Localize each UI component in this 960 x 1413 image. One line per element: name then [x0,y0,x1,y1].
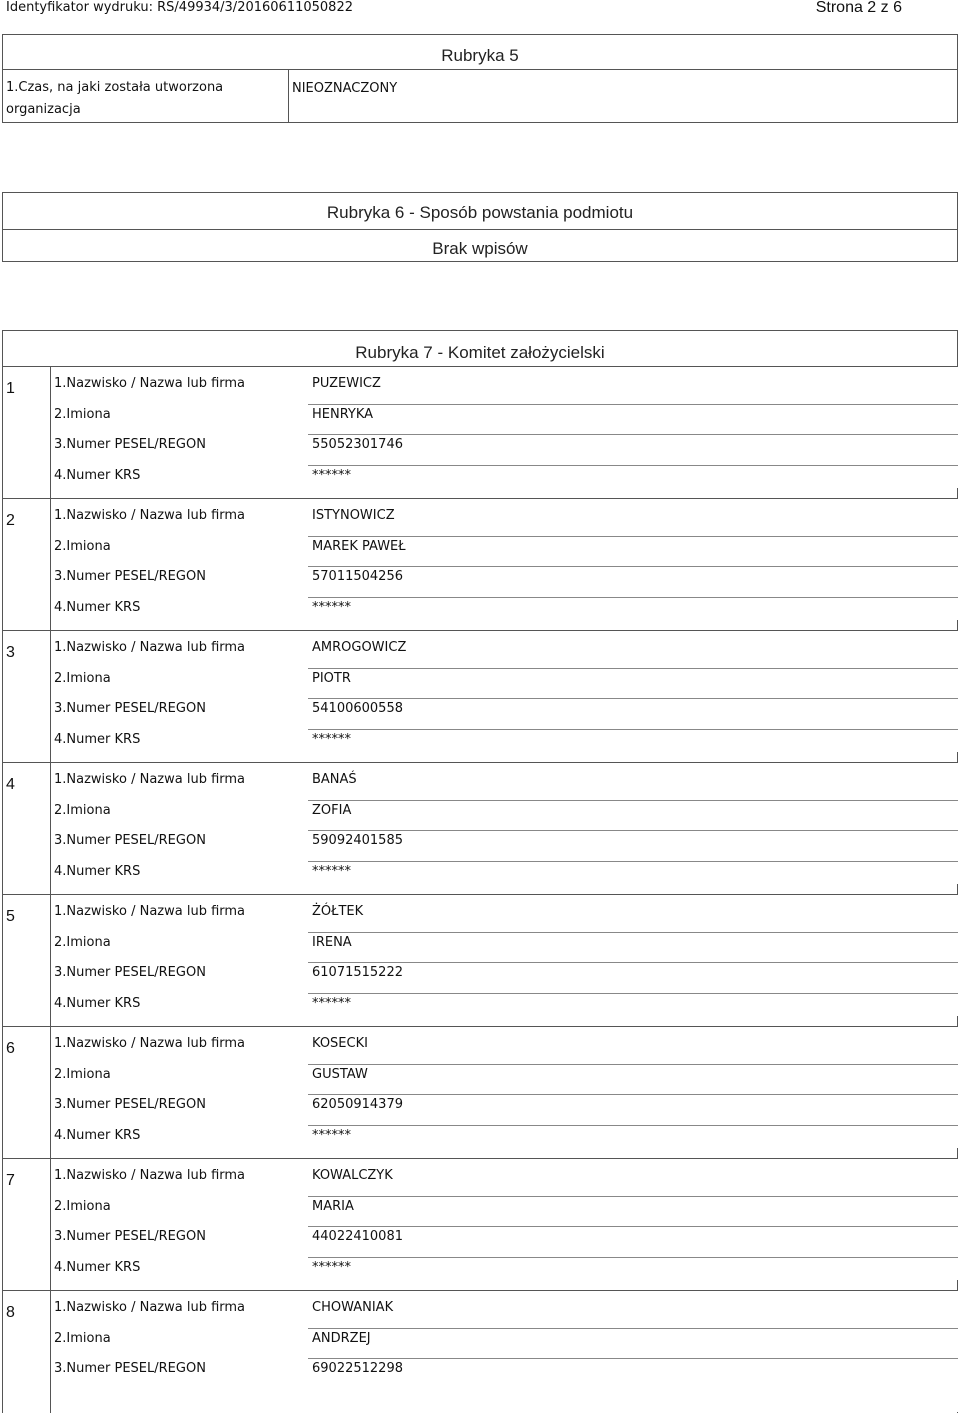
member-number: 1 [6,380,15,397]
field-row-divider [308,932,958,933]
member-pesel-label: 3.Numer PESEL/REGON [54,965,206,980]
member-field-border [957,752,958,762]
member-pesel-label: 3.Numer PESEL/REGON [54,569,206,584]
print-identifier: Identyfikator wydruku: RS/49934/3/20160611050822 [6,0,353,15]
member-inner-border [50,1026,51,1158]
member-pesel-label: 3.Numer PESEL/REGON [54,833,206,848]
member-surname-label: 1.Nazwisko / Nazwa lub firma [54,640,246,655]
field-row-divider [308,1226,958,1227]
member-names-value: MAREK PAWEŁ [312,538,406,554]
member-field-border [957,1280,958,1290]
member-names-label: 2.Imiona [54,670,111,686]
member-field-border [957,620,958,630]
field-row-divider [308,962,958,963]
field-row-divider [308,861,958,862]
rubryka-6-empty-note: Brak wpisów [432,239,528,258]
field-row-divider [308,566,958,567]
member-pesel-value: 69022512298 [312,1361,403,1376]
member-surname-label: 1.Nazwisko / Nazwa lub firma [54,1168,246,1183]
member-krs-label: 4.Numer KRS [54,731,141,747]
member-names-value: GUSTAW [312,1066,368,1082]
field-row-divider [308,434,958,435]
member-block-divider [2,1026,958,1027]
member-field-border [957,1016,958,1026]
member-block-divider [2,630,958,631]
member-number: 6 [6,1040,15,1057]
member-pesel-value: 57011504256 [312,569,403,584]
member-inner-border [50,1290,51,1413]
member-names-value: MARIA [312,1198,354,1214]
rubryka-5-divider [2,69,958,70]
member-inner-border [50,894,51,1026]
member-krs-label: 4.Numer KRS [54,1259,141,1275]
member-field-border [957,488,958,498]
member-inner-border [50,630,51,762]
field-row-divider [308,668,958,669]
member-surname-value: PUZEWICZ [312,376,381,391]
member-inner-border [50,366,51,498]
member-krs-label: 4.Numer KRS [54,467,141,483]
member-surname-value: ŻÓŁTEK [312,904,364,919]
member-surname-label: 1.Nazwisko / Nazwa lub firma [54,904,246,919]
member-names-value: ZOFIA [312,802,352,818]
member-surname-label: 1.Nazwisko / Nazwa lub firma [54,1300,246,1315]
rubryka-6-title: Rubryka 6 - Sposób powstania podmiotu [326,203,634,222]
member-names-value: IRENA [312,934,352,950]
field-row-divider [308,1196,958,1197]
member-surname-label: 1.Nazwisko / Nazwa lub firma [54,772,246,787]
member-names-label: 2.Imiona [54,538,111,554]
member-block-divider [2,894,958,895]
member-pesel-label: 3.Numer PESEL/REGON [54,1361,206,1376]
member-names-label: 2.Imiona [54,1066,111,1082]
rubryka-7-right-border [957,330,958,366]
rubryka-6-divider [2,229,958,230]
member-krs-value: ****** [312,1127,351,1143]
field-row-divider [308,404,958,405]
member-pesel-value: 59092401585 [312,833,403,848]
member-krs-label: 4.Numer KRS [54,995,141,1011]
field-row-divider [308,1257,958,1258]
member-krs-value: ****** [312,995,351,1011]
member-pesel-value: 44022410081 [312,1229,403,1244]
field-row-divider [308,993,958,994]
member-block-divider [2,498,958,499]
duration-answer: NIEOZNACZONY [292,81,398,96]
field-row-divider [308,729,958,730]
rubryka-7-top-border [2,330,958,331]
member-surname-value: ISTYNOWICZ [312,508,395,523]
rubryka-7-title: Rubryka 7 - Komitet założycielski [355,343,605,362]
rubryka-7-left-border [2,330,3,1413]
member-names-label: 2.Imiona [54,934,111,950]
member-number: 4 [6,776,15,793]
member-number: 2 [6,512,15,529]
member-pesel-label: 3.Numer PESEL/REGON [54,1097,206,1112]
member-pesel-value: 62050914379 [312,1097,403,1112]
member-names-value: HENRYKA [312,406,374,422]
field-row-divider [308,1094,958,1095]
field-row-divider [308,1328,958,1329]
member-krs-label: 4.Numer KRS [54,863,141,879]
field-row-divider [308,800,958,801]
field-row-divider [308,830,958,831]
member-names-label: 2.Imiona [54,1198,111,1214]
member-surname-value: KOWALCZYK [312,1168,393,1183]
member-pesel-label: 3.Numer PESEL/REGON [54,701,206,716]
field-row-divider [308,698,958,699]
member-inner-border [50,762,51,894]
member-krs-label: 4.Numer KRS [54,1127,141,1143]
page-number: Strona 2 z 6 [815,0,902,16]
member-block-divider [2,762,958,763]
member-inner-border [50,1158,51,1290]
field-row-divider [308,536,958,537]
member-number: 7 [6,1172,15,1189]
member-surname-value: CHOWANIAK [312,1300,394,1315]
field-row-divider [308,597,958,598]
member-inner-border [50,498,51,630]
member-names-value: PIOTR [312,670,351,686]
field-row-divider [308,1064,958,1065]
member-krs-label: 4.Numer KRS [54,599,141,615]
member-surname-label: 1.Nazwisko / Nazwa lub firma [54,508,246,523]
member-pesel-value: 55052301746 [312,437,403,452]
member-number: 5 [6,908,15,925]
member-names-value: ANDRZEJ [312,1330,371,1346]
field-row-divider [308,1358,958,1359]
member-block-divider [2,366,958,367]
member-field-border [957,884,958,894]
member-krs-value: ****** [312,731,351,747]
member-block-divider [2,1290,958,1291]
member-pesel-label: 3.Numer PESEL/REGON [54,437,206,452]
member-names-label: 2.Imiona [54,1330,111,1346]
member-surname-value: KOSECKI [312,1036,368,1051]
member-number: 3 [6,644,15,661]
field-row-divider [308,465,958,466]
rubryka-5-title: Rubryka 5 [441,46,519,65]
member-surname-label: 1.Nazwisko / Nazwa lub firma [54,1036,246,1051]
member-pesel-value: 61071515222 [312,965,403,980]
member-krs-value: ****** [312,467,351,483]
member-field-border [957,1148,958,1158]
member-surname-value: BANAŚ [312,772,357,787]
member-block-divider [2,1158,958,1159]
rubryka-5-column-divider [288,69,289,123]
member-names-label: 2.Imiona [54,406,111,422]
member-surname-label: 1.Nazwisko / Nazwa lub firma [54,376,246,391]
member-surname-value: AMROGOWICZ [312,640,407,655]
member-names-label: 2.Imiona [54,802,111,818]
member-krs-value: ****** [312,863,351,879]
member-pesel-label: 3.Numer PESEL/REGON [54,1229,206,1244]
duration-question: 1.Czas, na jaki została utworzona organizacja [6,80,224,117]
field-row-divider [308,1125,958,1126]
member-number: 8 [6,1304,15,1321]
member-krs-value: ****** [312,1259,351,1275]
member-krs-value: ****** [312,599,351,615]
member-pesel-value: 54100600558 [312,701,403,716]
